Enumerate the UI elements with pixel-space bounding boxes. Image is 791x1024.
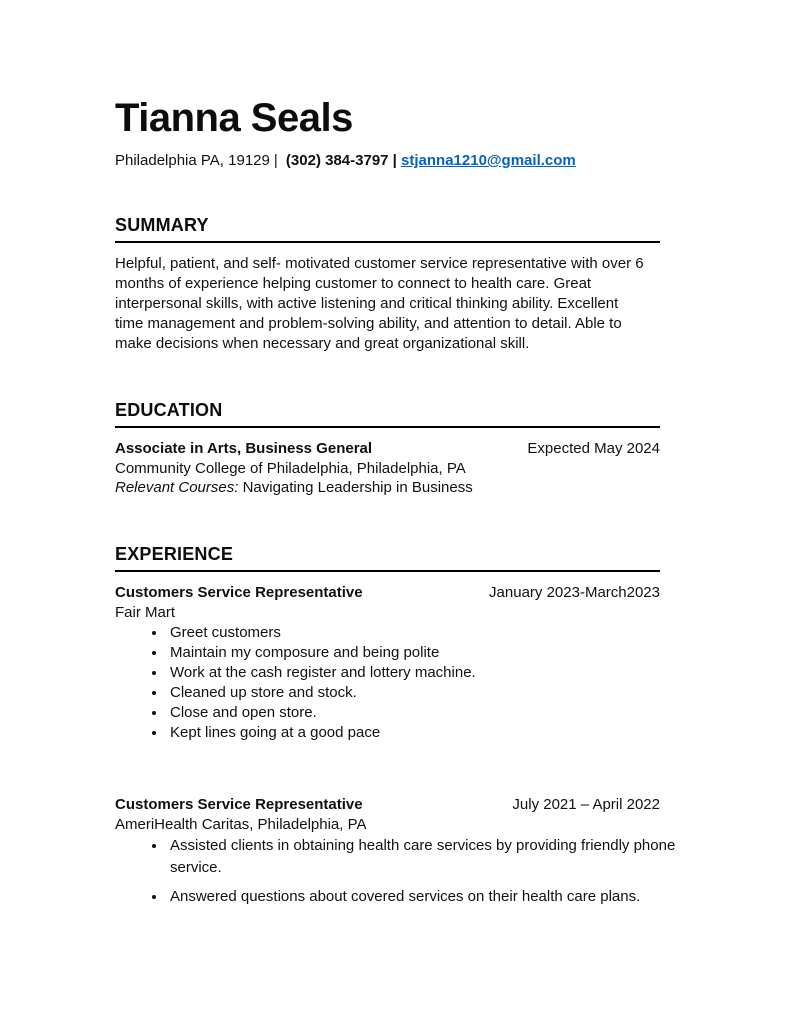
bullet-item: • Work at the cash register and lottery machine. xyxy=(167,663,660,683)
job-entry xyxy=(115,795,676,908)
job-title: Customers Service Representative xyxy=(115,583,363,601)
person-name: Tianna Seals xyxy=(115,96,353,140)
bullet-item: • Assisted clients in obtaining health care services by providing friendly phone service. xyxy=(167,835,687,879)
bullet-item: • Maintain my composure and being polite xyxy=(167,643,660,663)
education-degree-row xyxy=(115,439,660,459)
experience-heading: EXPERIENCE xyxy=(115,544,660,572)
job-dates: July 2021 – April 2022 xyxy=(512,795,660,813)
experience-section xyxy=(115,543,676,908)
job-title-row xyxy=(115,795,660,815)
job-title-row xyxy=(115,583,660,603)
education-heading: EDUCATION xyxy=(115,400,660,428)
education-school: Community College of Philadelphia, Philadelphia, PA xyxy=(115,459,466,477)
contact-separator: | xyxy=(273,152,278,169)
email-link[interactable]: stjanna1210@gmail.com xyxy=(401,152,576,169)
job-dates: January 2023-March2023 xyxy=(489,583,660,601)
contact-line xyxy=(115,152,660,169)
bullet-item: • Greet customers xyxy=(167,623,660,643)
job-company: Fair Mart xyxy=(115,603,175,621)
bullet-item: • Kept lines going at a good pace xyxy=(167,723,660,743)
bullet-item: • Cleaned up store and stock. xyxy=(167,683,660,703)
contact-phone: (302) 384-3797 | xyxy=(285,152,397,169)
job-company: AmeriHealth Caritas, Philadelphia, PA xyxy=(115,815,367,833)
job-entry xyxy=(115,583,660,743)
summary-text: Helpful, patient, and self- motivated customer service representative with over 6 months of experience helping customer to connect to health care. Great interpersonal skills, with active listening and critical thinking ability. Excellent time management and problem-solving ability, and attention to detail. Able to make decisions when necessary and great organizational skill. xyxy=(115,255,644,352)
degree-title: Associate in Arts, Business General xyxy=(115,440,373,457)
degree-date: Expected May 2024 xyxy=(527,440,660,457)
bullet-item: • Close and open store. xyxy=(167,703,660,723)
education-section xyxy=(115,400,660,498)
job-bullet-list xyxy=(115,623,660,743)
courses-label: Relevant Courses: xyxy=(115,479,239,496)
contact-location: Philadelphia PA, 19129 xyxy=(115,152,270,169)
job-title: Customers Service Representative xyxy=(115,795,363,813)
job-bullet-list xyxy=(115,835,676,908)
education-courses-row xyxy=(115,478,660,498)
summary-section xyxy=(115,215,660,354)
bullet-item: • Answered questions about covered services on their health care plans. xyxy=(167,886,687,908)
courses-text: Navigating Leadership in Business xyxy=(238,479,473,496)
summary-heading: SUMMARY xyxy=(115,215,660,243)
